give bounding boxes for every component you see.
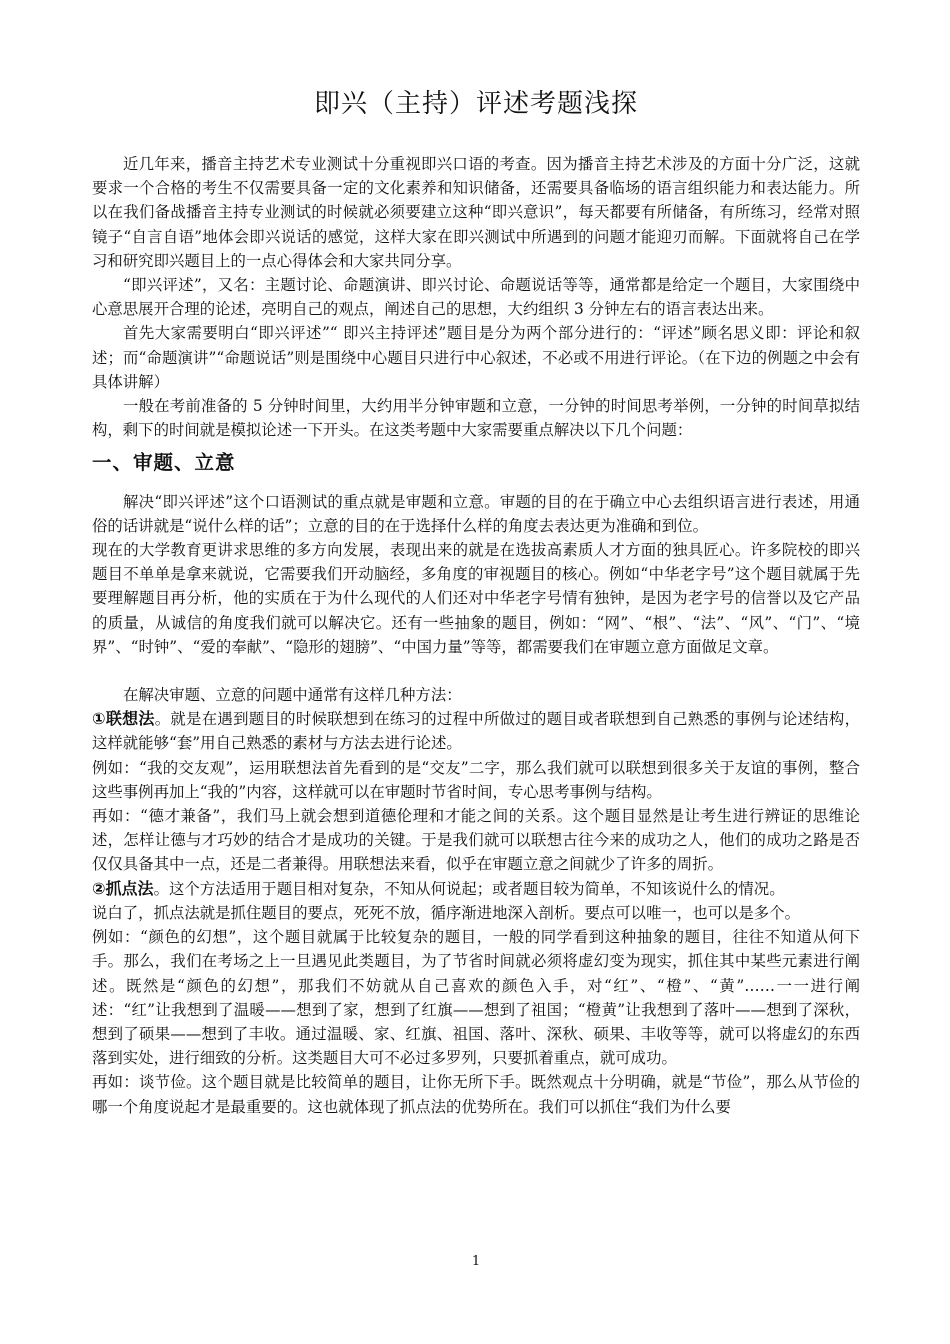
- document-title: 即兴（主持）评述考题浅探: [313, 89, 638, 119]
- paragraph-definition: “即兴评述”，又名：主题讨论、命题演讲、即兴讨论、命题说话等等，通常都是给定一个题目，大家围绕中心意思展开合理的论述，亮明自己的观点，阐述自己的思想，大约组织 3 分钟左右的语言表达出来。: [92, 276, 860, 319]
- document-body: [92, 152, 860, 1119]
- paragraph-intro: 近几年来，播音主持艺术专业测试十分重视即兴口语的考查。因为播音主持艺术涉及的方面十分广泛，这就要求一个合格的考生不仅需要具备一定的文化素养和知识储备，还需要具备临场的语言组织能力和表达能力。所以在我们备战播音主持专业测试的时候就必须要建立这种“即兴意识”，每天都要有所储备，有所练习，经常对照镜子“自言自语”地体会即兴说话的感觉，这样大家在即兴测试中所遇到的问题才能迎刃而解。下面就将自己在学习和研究即兴题目上的一点心得体会和大家共同分享。: [92, 155, 860, 270]
- paragraph-methods-intro: 在解决审题、立意的问题中通常有这样几种方法：: [123, 686, 462, 705]
- paragraph-keypoint-explained: 说白了，抓点法就是抓住题目的要点，死死不放，循序渐进地深入剖析。要点可以唯一，也可以是多个。: [92, 903, 800, 922]
- paragraph-example-color: 例如：“颜色的幻想”，这个题目就属于比较复杂的题目，一般的同学看到这种抽象的题目，往往不知道从何下手。那么，我们在考场之上一旦遇见此类题目，为了节省时间就必须将虚幻变为现实，抓住其中某些元素进行阐述。既然是“颜色的幻想”，那我们不妨就从自己喜欢的颜色入手，对“红”、“橙”、“黄”……一一进行阐述：“红”让我想到了温暖——想到了家，想到了红旗——想到了祖国；“橙黄”让我想到了落叶——想到了深秋，想到了硕果——想到了丰收。通过温暖、家、红旗、祖国、落叶、深秋、硕果、丰收等等，就可以将虚幻的东西落到实处，进行细致的分析。这类题目大可不必过多罗列，只要抓着重点，就可成功。: [92, 928, 860, 1068]
- method-text-keypoint: 。这个方法适用于题目相对复杂，不知从何说起；或者题目较为简单，不知该说什么的情况。: [153, 879, 785, 898]
- section-heading: 一、审题、立意: [92, 451, 236, 475]
- paragraph-university: 现在的大学教育更讲求思维的多方向发展，表现出来的就是在选拔高素质人才方面的独具匠心。许多院校的即兴题目不单单是拿来就说，它需要我们开动脑经，多角度的审视题目的核心。例如“中华老字号”这个题目就属于先要理解题目再分析，他的实质在于为什么现代的人们还对中华老字号情有独钟，是因为老字号的信誉以及它产品的质量，从诚信的角度我们就可以解决它。还有一些抽象的题目，例如：“网”、“根”、“法”、“风”、“门”、“境界”、“时钟”、“爱的奉献”、“隐形的翅膀”、“中国力量”等等，都需要我们在审题立意方面做足文章。: [92, 541, 860, 656]
- method-text-association: 。就是在遇到题目的时候联想到在练习的过程中所做过的题目或者联想到自己熟悉的事例与论述结构，这样就能够“套”用自己熟悉的素材与方法去进行论述。: [92, 710, 860, 753]
- paragraph-two-parts: 首先大家需要明白“即兴评述”“ 即兴主持评述”题目是分为两个部分进行的：“评述”顾名思义即：评论和叙述；而“命题演讲”“命题说话”则是围绕中心题目只进行中心叙述，不必或不用进行评论。（在下边的例题之中会有具体讲解）: [92, 324, 860, 391]
- paragraph-preparation: 一般在考前准备的 5 分钟时间里，大约用半分钟审题和立意，一分钟的时间思考举例，一分钟的时间草拟结构，剩下的时间就是模拟论述一下开头。在这类考题中大家需要重点解决以下几个问题：: [92, 397, 860, 440]
- paragraph-example-thrift: 再如：谈节俭。这个题目就是比较简单的题目，让你无所下手。既然观点十分明确，就是“节俭”，那么从节俭的哪一个角度说起才是最重要的。这也就体现了抓点法的优势所在。我们可以抓住“我们为什么要: [92, 1073, 860, 1116]
- paragraph-method-keypoint: [92, 877, 860, 901]
- blank-line: [92, 659, 860, 683]
- page-number: 1: [471, 1254, 481, 1269]
- paragraph-method-association: [92, 707, 860, 755]
- paragraph-example-friendship: 例如：“我的交友观”，运用联想法首先看到的是“交友”二字，那么我们就可以联想到很多关于友谊的事例，整合这些事例再加上“我的”内容，这样就可以在审题时节省时间，专心思考事例与结构。: [92, 758, 860, 801]
- paragraph-key-point: 解决“即兴评述”这个口语测试的重点就是审题和立意。审题的目的在于确立中心去组织语言进行表述，用通俗的话讲就是“说什么样的话”；立意的目的在于选择什么样的角度去表达更为准确和到位。: [92, 492, 860, 535]
- method-label-keypoint: ②抓点法: [92, 878, 154, 898]
- method-label-association: ①联想法: [92, 709, 155, 729]
- paragraph-example-virtue: 再如：“德才兼备”，我们马上就会想到道德伦理和才能之间的关系。这个题目显然是让考生进行辨证的思维论述，怎样让德与才巧妙的结合才是成功的关键。于是我们就可以联想古往今来的成功之人，他们的成功之路是否仅仅具备其中一点，还是二者兼得。用联想法来看，似乎在审题立意之间就少了许多的周折。: [92, 807, 860, 874]
